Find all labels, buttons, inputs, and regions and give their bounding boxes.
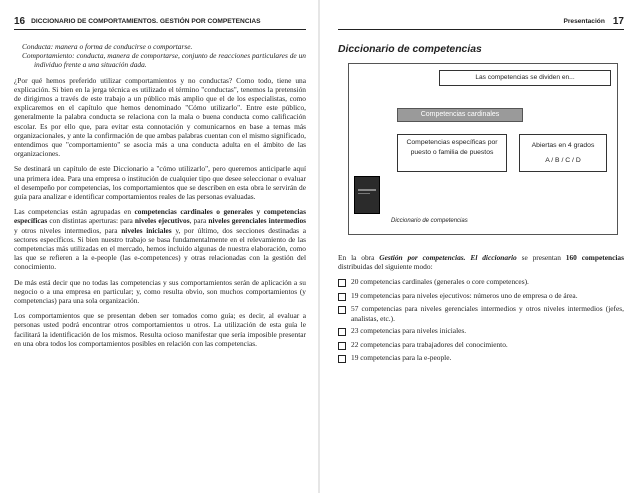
left-header-title: DICCIONARIO DE COMPORTAMIENTOS. GESTIÓN POR COMPETENCIAS xyxy=(31,18,261,25)
definition-conducta: Conducta: manera o forma de conducirse o comportarse. xyxy=(22,42,193,51)
p3-text-a: Las competencias están agrupadas en xyxy=(14,207,135,217)
paragraph-5: Los comportamientos que se presentan deben ser tomados como guía; es decir, al evaluar a personas usted podrá encontrar otros comportamientos u otros. La utilización de esta guía le facilitará la identificación de los mismos. Resulta ocioso manifestar que sería imposible presentar en una obra todos los comportamientos posibles en relación con las competencias. xyxy=(14,311,306,348)
list-item xyxy=(338,277,624,287)
p3-bold-b: competencias cardinales o generales y competencias específicas xyxy=(14,207,306,226)
checkbox-icon xyxy=(338,293,346,301)
intro-a: En la obra xyxy=(338,253,380,262)
paragraph-2: Se destinará un capítulo de este Diccionario a "cómo utilizarlo", pero queremos anticiparle aquí una primera idea. Para una empresa o institución de cualquier tipo que desee seleccionar o evaluar el desempeño por competencias, los comportamientos que se describen en esta obra le servirán de guía para analizar e identificar comportamientos reales de las personas evaluadas. xyxy=(14,164,306,202)
list-item xyxy=(338,353,624,363)
book-cover-image xyxy=(354,176,380,214)
intro-book-title: Gestión por competencias. El diccionario xyxy=(379,253,517,262)
p3-bold-f: niveles gerenciales intermedios xyxy=(208,216,307,226)
definition-comportamiento: Comportamiento: conducta, manera de comportarse, conjunto de reacciones particulares de un individuo frente a una situación dada. xyxy=(22,51,306,70)
p3-text-i: y, por último, dos secciones destinadas a sectores específicos. Si bien nuestro trabajo se basa fundamentalmente en el relevamiento de las competencias más utilizadas en el mercado, hemos incluido algunas de nuestra elaboración, como las que se refieren a la e-people (las e-competences) y otras relacionadas con la gestión del conocimiento. xyxy=(14,225,306,272)
list-item xyxy=(338,304,624,322)
figure-open-box xyxy=(519,134,607,172)
paragraph-1: ¿Por qué hemos preferido utilizar comportamientos y no conductas? Como todo, tiene una explicación. Si bien en la jerga técnica es utilizado el término "conductas", tenemos la pretensión de dirigirnos a través de este trabajo a un público más amplio que el de los especialistas, como explicaremos en el capítulo que hemos denominado "Cómo utilizarlo". Entre este público, generalmente la palabra conducta se relaciona con la mala o buena conducta como calificación escolar. Es por ello que, para evitar esta connotación y comunicarnos en base a temas más organizacionales, y ante la confirmación de que ambas palabras cuentan con el mismo significado, entendimos que "comportamiento" se asocia más a una conducta adulta en el ámbito de las organizaciones. xyxy=(14,75,306,159)
p3-bold-h: niveles iniciales xyxy=(121,225,172,235)
section-title: Diccionario de competencias xyxy=(338,44,482,55)
definitions xyxy=(14,42,306,70)
right-header-title: Presentación xyxy=(563,18,605,25)
figure-open-line1: Abiertas en 4 grados xyxy=(531,142,595,149)
p3-text-c: con distintas aperturas: para xyxy=(47,216,135,226)
list-item-text: 22 competencias para trabajadores del conocimiento. xyxy=(351,339,508,349)
competencies-figure xyxy=(348,63,618,235)
right-running-header xyxy=(338,16,624,30)
list-item-text: 20 competencias cardinales (generales o core competences). xyxy=(351,277,529,287)
paragraph-3 xyxy=(14,207,306,271)
right-page xyxy=(320,0,638,493)
figure-caption: Diccionario de competencias xyxy=(391,218,468,224)
list-item-text: 23 competencias para niveles iniciales. xyxy=(351,326,467,336)
competencies-list xyxy=(338,277,624,363)
intro-count: 160 competencias xyxy=(565,253,624,262)
figure-top-box: Las competencias se dividen en... xyxy=(439,70,611,86)
intro-paragraph xyxy=(338,253,624,271)
list-item-text: 19 competencias para niveles ejecutivos: números uno de empresa o de área. xyxy=(351,290,578,300)
figure-open-line2: A / B / C / D xyxy=(545,157,581,164)
right-page-number: 17 xyxy=(612,16,624,27)
list-item xyxy=(338,291,624,301)
checkbox-icon xyxy=(338,328,346,336)
left-running-header xyxy=(14,16,306,30)
left-page xyxy=(0,0,318,493)
figure-specific-box: Competencias específicas por puesto o familia de puestos xyxy=(397,134,507,172)
intro-e: distribuidas del siguiente modo: xyxy=(338,262,433,272)
checkbox-icon xyxy=(338,355,346,363)
intro-c: se presentan xyxy=(516,253,566,262)
p3-text-g: y otros niveles intermedios, para xyxy=(14,225,122,235)
list-item-text: 57 competencias para niveles gerenciales intermedios y otros niveles intermedios (jefes, analistas, etc.). xyxy=(351,304,624,323)
checkbox-icon xyxy=(338,342,346,350)
checkbox-icon xyxy=(338,279,346,287)
paragraph-4: De más está decir que no todas las competencias y sus comportamientos serán de aplicación a su negocio o a una empresa en particular; y, como resulta obvio, son muchos comportamientos (y competencias) para una sola organización. xyxy=(14,277,306,306)
checkbox-icon xyxy=(338,306,346,314)
list-item xyxy=(338,340,624,350)
figure-cardinal-box: Competencias cardinales xyxy=(397,108,523,122)
p3-text-e: , para xyxy=(189,216,209,226)
list-item-text: 19 competencias para la e-people. xyxy=(351,353,452,363)
left-page-number: 16 xyxy=(14,16,26,27)
list-item xyxy=(338,326,624,336)
p3-bold-d: niveles ejecutivos xyxy=(134,216,190,226)
